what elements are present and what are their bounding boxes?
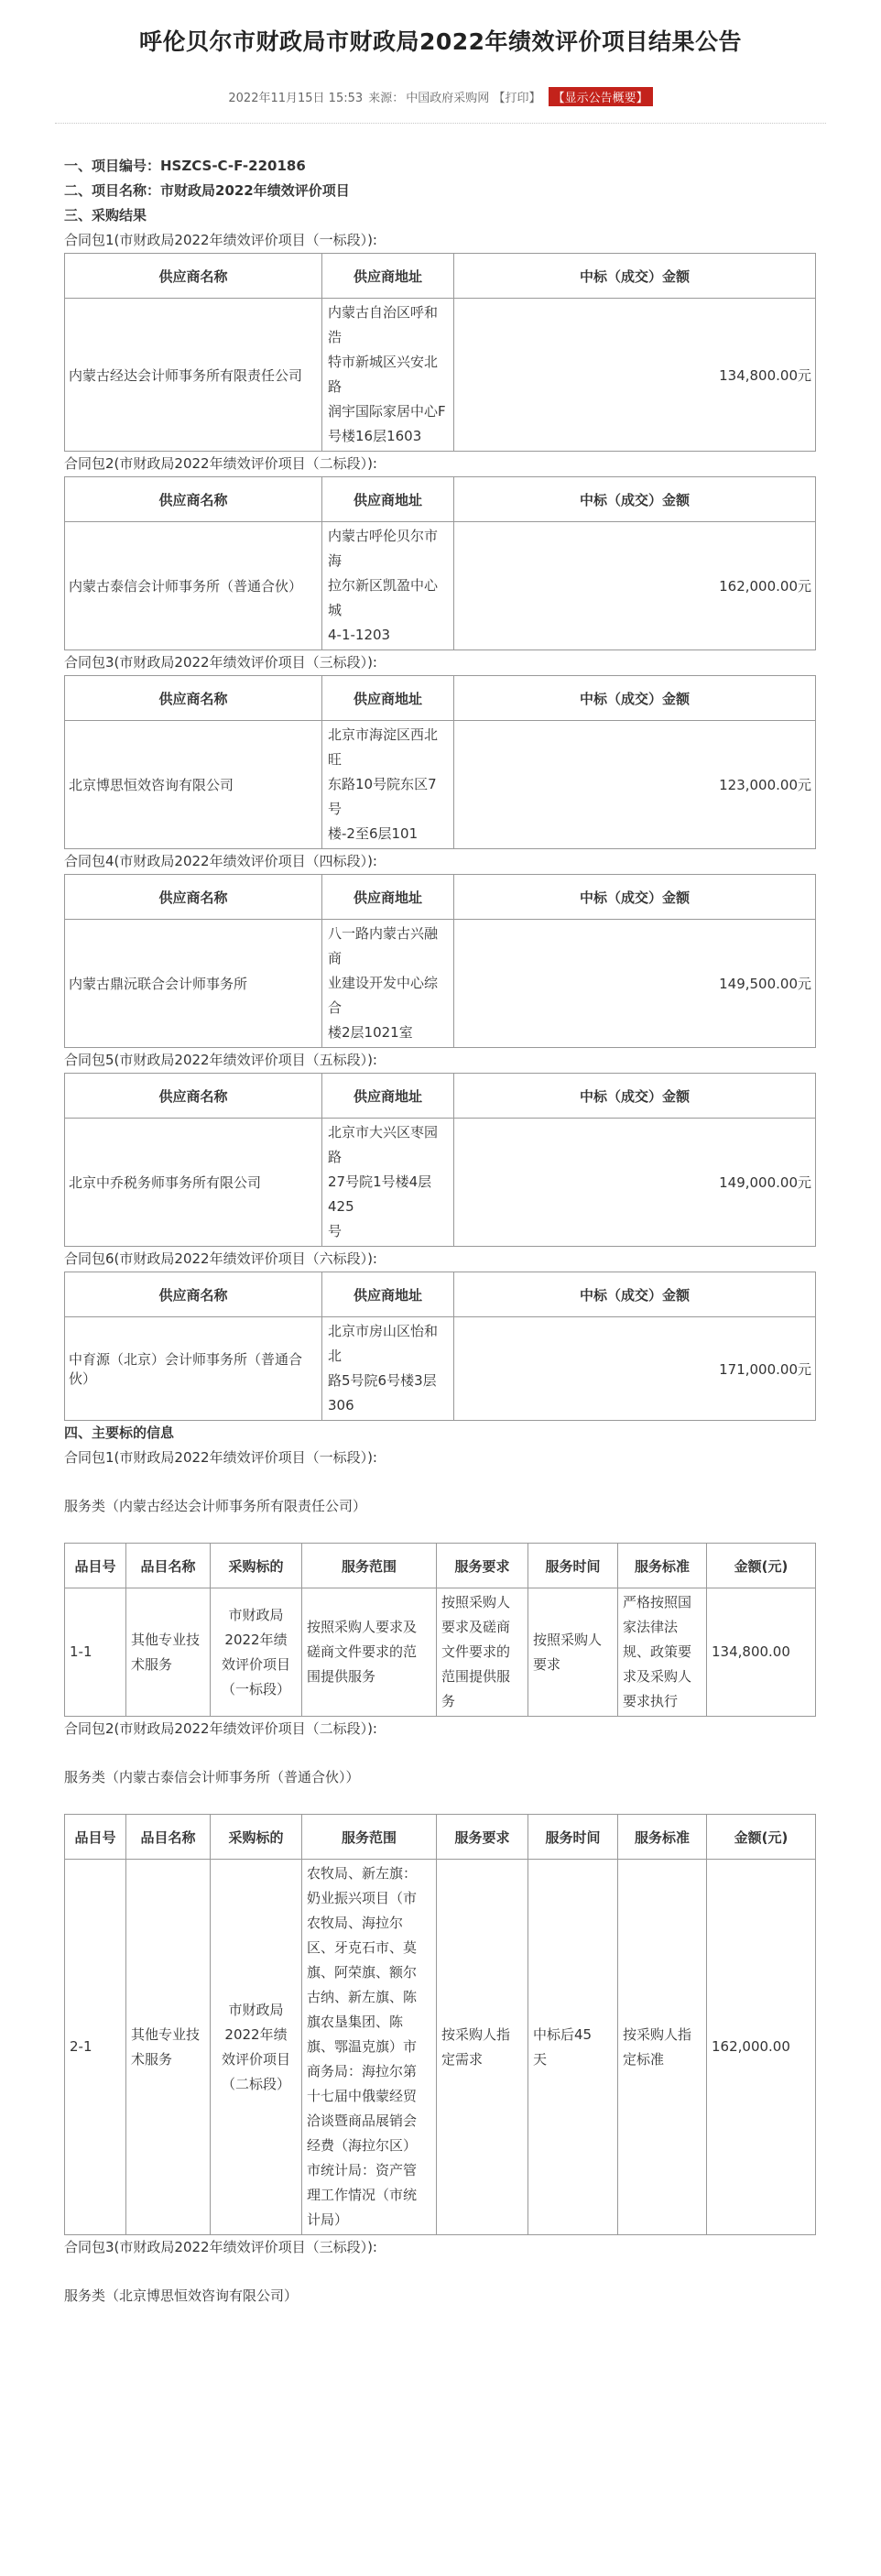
table-header-row (65, 1815, 816, 1860)
cell-line: 文件要求的 (441, 1643, 511, 1660)
column-header: 供应商名称 (65, 676, 322, 721)
cell-line: 拉尔新区凯盈中心城 (328, 577, 439, 618)
cell-line: 楼2层1021室 (328, 1024, 413, 1041)
cell-line: 按照采购人 (441, 1594, 511, 1610)
item-name (126, 1588, 211, 1717)
package-caption: 合同包3(市财政局2022年绩效评价项目（三标段）): (64, 2239, 377, 2255)
cell-line: 磋商文件要求的范 (307, 1643, 418, 1660)
table-header-row (65, 1272, 816, 1317)
cell-line: 区、牙克石市、莫 (307, 1939, 418, 1956)
cell-line: 4-1-1203 (328, 627, 391, 643)
cell-line: 计局） (307, 2211, 349, 2228)
table-row (65, 1317, 816, 1421)
cell-line: 要求 (533, 1655, 561, 1673)
column-header: 品目号 (65, 1544, 126, 1588)
cell-line: 按照采购人 (533, 1631, 603, 1648)
item-number: 2-1 (65, 1860, 126, 2235)
table-header-row (65, 254, 816, 299)
table-header-row (65, 676, 816, 721)
supplier-address (322, 721, 454, 849)
cell-line: 按采购人指 (623, 2025, 692, 2043)
bid-amount: 149,500.00元 (454, 920, 816, 1048)
item-amount: 134,800.00 (707, 1588, 816, 1717)
column-header: 服务标准 (618, 1544, 707, 1588)
announcement-body (64, 154, 815, 2309)
column-header: 服务时间 (528, 1544, 618, 1588)
show-summary-button[interactable]: 【显示公告概要】 (549, 87, 653, 106)
bid-amount: 149,000.00元 (454, 1119, 816, 1247)
column-header: 品目号 (65, 1815, 126, 1860)
item-table (64, 1814, 816, 2235)
cell-line: 奶业振兴项目（市 (307, 1890, 418, 1906)
supplier-table (64, 675, 816, 849)
cell-line: 术服务 (131, 1655, 173, 1673)
column-header: 服务范围 (302, 1544, 437, 1588)
cell-line: 其他专业技 (131, 1631, 201, 1648)
column-header: 供应商地址 (322, 254, 454, 299)
bid-amount: 171,000.00元 (454, 1317, 816, 1421)
cell-line: 理工作情况（市统 (307, 2187, 418, 2203)
package-list (64, 228, 815, 1421)
service-standard (618, 1860, 707, 2235)
column-header: 品目名称 (126, 1815, 211, 1860)
cell-line: 旗、鄂温克旗）市 (307, 2038, 418, 2055)
cell-line: 经费（海拉尔区） (307, 2137, 418, 2154)
column-header: 供应商名称 (65, 254, 322, 299)
bid-amount: 123,000.00元 (454, 721, 816, 849)
package-caption: 合同包3(市财政局2022年绩效评价项目（三标段）): (64, 654, 377, 671)
column-header: 供应商名称 (65, 477, 322, 522)
column-header: 品目名称 (126, 1544, 211, 1588)
cell-line: 农牧局、海拉尔 (307, 1915, 404, 1931)
column-header: 中标（成交）金额 (454, 477, 816, 522)
cell-line: 业建设开发中心综合 (328, 975, 439, 1016)
supplier-name: 中育源（北京）会计师事务所（普通合伙） (65, 1317, 322, 1421)
column-header: 服务范围 (302, 1815, 437, 1860)
cell-line: 市财政局 (228, 2001, 284, 2018)
cell-line: 十七届中俄蒙经贸 (307, 2088, 418, 2104)
table-header-row (65, 1544, 816, 1588)
cell-line: 按照采购人要求及 (307, 1619, 418, 1635)
procurement-target (211, 1860, 302, 2235)
category-line: 服务类（内蒙古经达会计师事务所有限责任公司） (64, 1498, 367, 1514)
cell-line: 家法律法 (623, 1619, 679, 1635)
cell-line: 天 (533, 2050, 548, 2068)
print-link[interactable]: 【打印】 (493, 92, 541, 105)
cell-line: 效评价项目 (221, 2050, 290, 2068)
bid-amount: 134,800.00元 (454, 299, 816, 452)
cell-line: 古纳、新左旗、陈 (307, 1989, 418, 2005)
cell-line: 围提供服务 (307, 1668, 376, 1685)
package-caption: 合同包4(市财政局2022年绩效评价项目（四标段）): (64, 853, 377, 869)
column-header: 供应商地址 (322, 1074, 454, 1119)
column-header: 采购标的 (211, 1815, 302, 1860)
package-caption: 合同包1(市财政局2022年绩效评价项目（一标段）): (64, 1449, 377, 1466)
service-scope (302, 1588, 437, 1717)
bid-amount: 162,000.00元 (454, 522, 816, 650)
cell-line: 八一路内蒙古兴融商 (328, 925, 439, 966)
table-row (65, 299, 816, 452)
cell-line: （一标段） (221, 1680, 290, 1697)
service-time (528, 1588, 618, 1717)
cell-line: 北京市大兴区枣园路 (328, 1124, 439, 1165)
cell-line: 306 (328, 1397, 354, 1414)
column-header: 供应商地址 (322, 676, 454, 721)
supplier-address (322, 920, 454, 1048)
cell-line: 东路10号院东区7号 (328, 776, 437, 817)
cell-line: 要求执行 (623, 1693, 679, 1709)
cell-line: 路5号院6号楼3层 (328, 1372, 437, 1389)
cell-line: 2022年绩 (224, 1631, 288, 1648)
cell-line: 市财政局 (228, 1606, 284, 1623)
column-header: 供应商名称 (65, 1074, 322, 1119)
table-header-row (65, 477, 816, 522)
main-item-list (64, 1446, 815, 2235)
supplier-name: 内蒙古经达会计师事务所有限责任公司 (65, 299, 322, 452)
column-header: 供应商地址 (322, 1272, 454, 1317)
section-procurement-result: 三、采购结果 (64, 207, 147, 224)
cell-line: 其他专业技 (131, 2025, 201, 2043)
package-caption: 合同包2(市财政局2022年绩效评价项目（二标段）): (64, 455, 377, 472)
supplier-address (322, 1119, 454, 1247)
supplier-name: 北京博思恒效咨询有限公司 (65, 721, 322, 849)
column-header: 供应商地址 (322, 477, 454, 522)
supplier-name: 内蒙古泰信会计师事务所（普通合伙） (65, 522, 322, 650)
source-name: 中国政府采购网 (406, 92, 490, 105)
supplier-name: 北京中乔税务师事务所有限公司 (65, 1119, 322, 1247)
category-line: 服务类（北京博思恒效咨询有限公司） (64, 2287, 299, 2304)
cell-line: 务 (441, 1693, 456, 1709)
column-header: 中标（成交）金额 (454, 254, 816, 299)
column-header: 中标（成交）金额 (454, 1272, 816, 1317)
source-label: 来源： (368, 92, 405, 105)
cell-line: 润宇国际家居中心F (328, 403, 446, 420)
table-row (65, 1588, 816, 1717)
cell-line: 术服务 (131, 2050, 173, 2068)
item-amount: 162,000.00 (707, 1860, 816, 2235)
supplier-address (322, 299, 454, 452)
cell-line: 洽谈暨商品展销会 (307, 2112, 418, 2129)
cell-line: 农牧局、新左旗： (307, 1865, 418, 1882)
table-row (65, 721, 816, 849)
cell-line: 2022年绩 (224, 2025, 288, 2043)
service-scope (302, 1860, 437, 2235)
package-caption: 合同包1(市财政局2022年绩效评价项目（一标段）): (64, 232, 377, 248)
package-caption: 合同包5(市财政局2022年绩效评价项目（五标段）): (64, 1052, 377, 1068)
cell-line: 按采购人指 (441, 2025, 511, 2043)
service-requirement (437, 1588, 528, 1717)
cell-line: 定标准 (623, 2050, 665, 2068)
supplier-table (64, 1073, 816, 1247)
column-header: 金额(元) (707, 1544, 816, 1588)
cell-line: 特市新城区兴安北路 (328, 354, 439, 395)
cell-line: 27号院1号楼4层425 (328, 1173, 432, 1215)
section-main-items: 四、主要标的信息 (64, 1424, 175, 1441)
table-header-row (65, 875, 816, 920)
column-header: 中标（成交）金额 (454, 875, 816, 920)
cell-line: 求及采购人 (623, 1668, 692, 1685)
cell-line: 内蒙古自治区呼和浩 (328, 304, 439, 345)
cell-line: 要求及磋商 (441, 1619, 511, 1635)
cell-line: 号楼16层1603 (328, 428, 422, 444)
spacer (64, 1519, 815, 1543)
item-name (126, 1860, 211, 2235)
supplier-name: 内蒙古鼎沅联合会计师事务所 (65, 920, 322, 1048)
cell-line: 北京市海淀区西北旺 (328, 726, 439, 768)
cell-line: 中标后45 (533, 2025, 593, 2043)
column-header: 中标（成交）金额 (454, 676, 816, 721)
package-caption: 合同包6(市财政局2022年绩效评价项目（六标段）): (64, 1250, 377, 1267)
table-header-row (65, 1074, 816, 1119)
item-table (64, 1543, 816, 1717)
cell-line: 商务局：海拉尔第 (307, 2063, 418, 2079)
service-requirement (437, 1860, 528, 2235)
table-row (65, 920, 816, 1048)
cell-line: 旗、阿荣旗、额尔 (307, 1964, 418, 1981)
cell-line: 北京市房山区怡和北 (328, 1323, 439, 1364)
cell-line: 规、政策要 (623, 1643, 692, 1660)
cell-line: 内蒙古呼伦贝尔市海 (328, 528, 439, 569)
package-caption: 合同包2(市财政局2022年绩效评价项目（二标段）): (64, 1720, 377, 1737)
cell-line: 严格按照国 (623, 1594, 692, 1610)
project-number: 一、项目编号：HSZCS-C-F-220186 (64, 158, 306, 174)
column-header: 服务时间 (528, 1815, 618, 1860)
meta-line (0, 87, 881, 106)
table-row (65, 522, 816, 650)
table-row (65, 1860, 816, 2235)
supplier-table (64, 1272, 816, 1421)
table-row (65, 1119, 816, 1247)
column-header: 供应商名称 (65, 875, 322, 920)
column-header: 供应商地址 (322, 875, 454, 920)
column-header: 服务要求 (437, 1815, 528, 1860)
page-title: 呼伦贝尔市财政局市财政局2022年绩效评价项目结果公告 (138, 28, 743, 55)
cell-line: （二标段） (221, 2075, 290, 2092)
column-header: 供应商名称 (65, 1272, 322, 1317)
column-header: 中标（成交）金额 (454, 1074, 816, 1119)
header-divider (55, 123, 826, 124)
cell-line: 范围提供服 (441, 1668, 511, 1685)
supplier-table (64, 253, 816, 452)
cell-line: 效评价项目 (221, 1655, 290, 1673)
cell-line: 号 (328, 1223, 343, 1239)
service-time (528, 1860, 618, 2235)
cell-line: 市统计局：资产管 (307, 2162, 418, 2178)
spacer (64, 1470, 815, 1494)
service-standard (618, 1588, 707, 1717)
column-header: 金额(元) (707, 1815, 816, 1860)
supplier-table (64, 476, 816, 650)
spacer (64, 1790, 815, 1814)
item-number: 1-1 (65, 1588, 126, 1717)
category-line: 服务类（内蒙古泰信会计师事务所（普通合伙）） (64, 1769, 360, 1785)
publish-date: 2022年11月15日 15:53 (228, 92, 364, 105)
column-header: 服务要求 (437, 1544, 528, 1588)
procurement-target (211, 1588, 302, 1717)
spacer (64, 1741, 815, 1765)
column-header: 采购标的 (211, 1544, 302, 1588)
spacer (64, 2260, 815, 2284)
project-name: 二、项目名称：市财政局2022年绩效评价项目 (64, 182, 350, 199)
column-header: 服务标准 (618, 1815, 707, 1860)
supplier-address (322, 1317, 454, 1421)
cell-line: 楼-2至6层101 (328, 825, 419, 842)
cell-line: 定需求 (441, 2050, 484, 2068)
supplier-address (322, 522, 454, 650)
supplier-table (64, 874, 816, 1048)
cell-line: 旗农垦集团、陈 (307, 2014, 404, 2030)
